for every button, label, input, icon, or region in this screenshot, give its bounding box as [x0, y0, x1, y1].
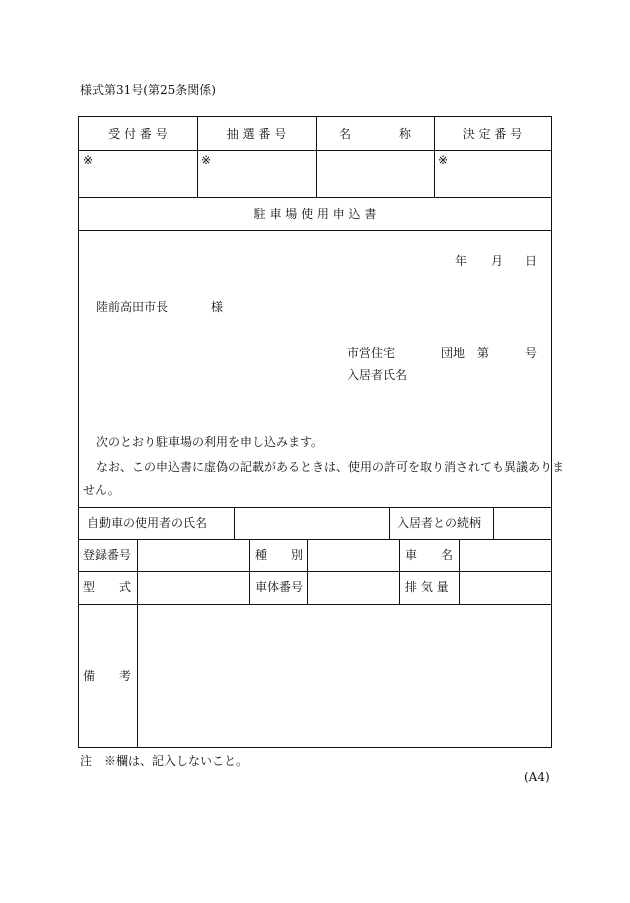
remarks-label: 備 考: [83, 669, 132, 683]
displacement-field[interactable]: [460, 572, 551, 604]
remarks-field[interactable]: [138, 605, 551, 747]
housing-complex-label: 団地: [441, 346, 466, 360]
registration-number-field[interactable]: [138, 540, 249, 571]
lottery-number-header: 抽 選 番 号: [226, 127, 287, 141]
unit-number-prefix: 第: [477, 346, 490, 360]
date-year-label: 年: [455, 254, 468, 268]
vehicle-type-field[interactable]: [308, 540, 399, 571]
lottery-number-office-use-mark: ※: [201, 153, 212, 167]
reception-number-header: 受 付 番 号: [108, 127, 168, 141]
reception-number-office-use-mark: ※: [83, 153, 94, 167]
unit-number-suffix: 号: [525, 346, 538, 360]
vehicle-type-label: 種 別: [255, 548, 304, 562]
addressee-honorific: 様: [211, 300, 224, 314]
date-month-label: 月: [491, 254, 504, 268]
paper-size-label: (A4): [524, 770, 550, 784]
application-form-table: [78, 116, 565, 748]
false-statement-notice: なお、この申込書に虚偽の記載があるときは、使用の許可を取り消されても異議ありま: [96, 460, 565, 474]
name-field[interactable]: [316, 150, 434, 197]
addressee-mayor: 陸前高田市長: [96, 300, 169, 314]
model-label: 型 式: [83, 580, 132, 594]
displacement-label: 排 気 量: [405, 580, 449, 594]
registration-number-label: 登録番号: [83, 548, 132, 562]
decision-number-header: 決 定 番 号: [462, 127, 523, 141]
footnote: 注 ※欄は、記入しないこと。: [80, 754, 249, 768]
decision-number-office-use-mark: ※: [438, 153, 449, 167]
false-statement-notice-continued: せん。: [83, 483, 120, 497]
resident-name-label: 入居者氏名: [347, 368, 408, 382]
form-number: 様式第31号(第25条関係): [80, 83, 216, 97]
relationship-field[interactable]: [494, 508, 551, 539]
name-header: 名 称: [338, 127, 411, 141]
vehicle-user-name-label: 自動車の使用者の氏名: [87, 516, 208, 530]
car-name-field[interactable]: [460, 540, 551, 571]
chassis-number-label: 車体番号: [255, 580, 304, 594]
application-statement: 次のとおり駐車場の利用を申し込みます。: [96, 435, 324, 449]
municipal-housing-label: 市営住宅: [347, 346, 396, 360]
relationship-label: 入居者との続柄: [397, 516, 482, 530]
date-day-label: 日: [525, 254, 538, 268]
car-name-label: 車 名: [405, 548, 454, 562]
vehicle-user-name-field[interactable]: [235, 508, 389, 539]
model-field[interactable]: [138, 572, 249, 604]
document-title: 駐 車 場 使 用 申 込 書: [253, 207, 377, 221]
chassis-number-field[interactable]: [308, 572, 399, 604]
